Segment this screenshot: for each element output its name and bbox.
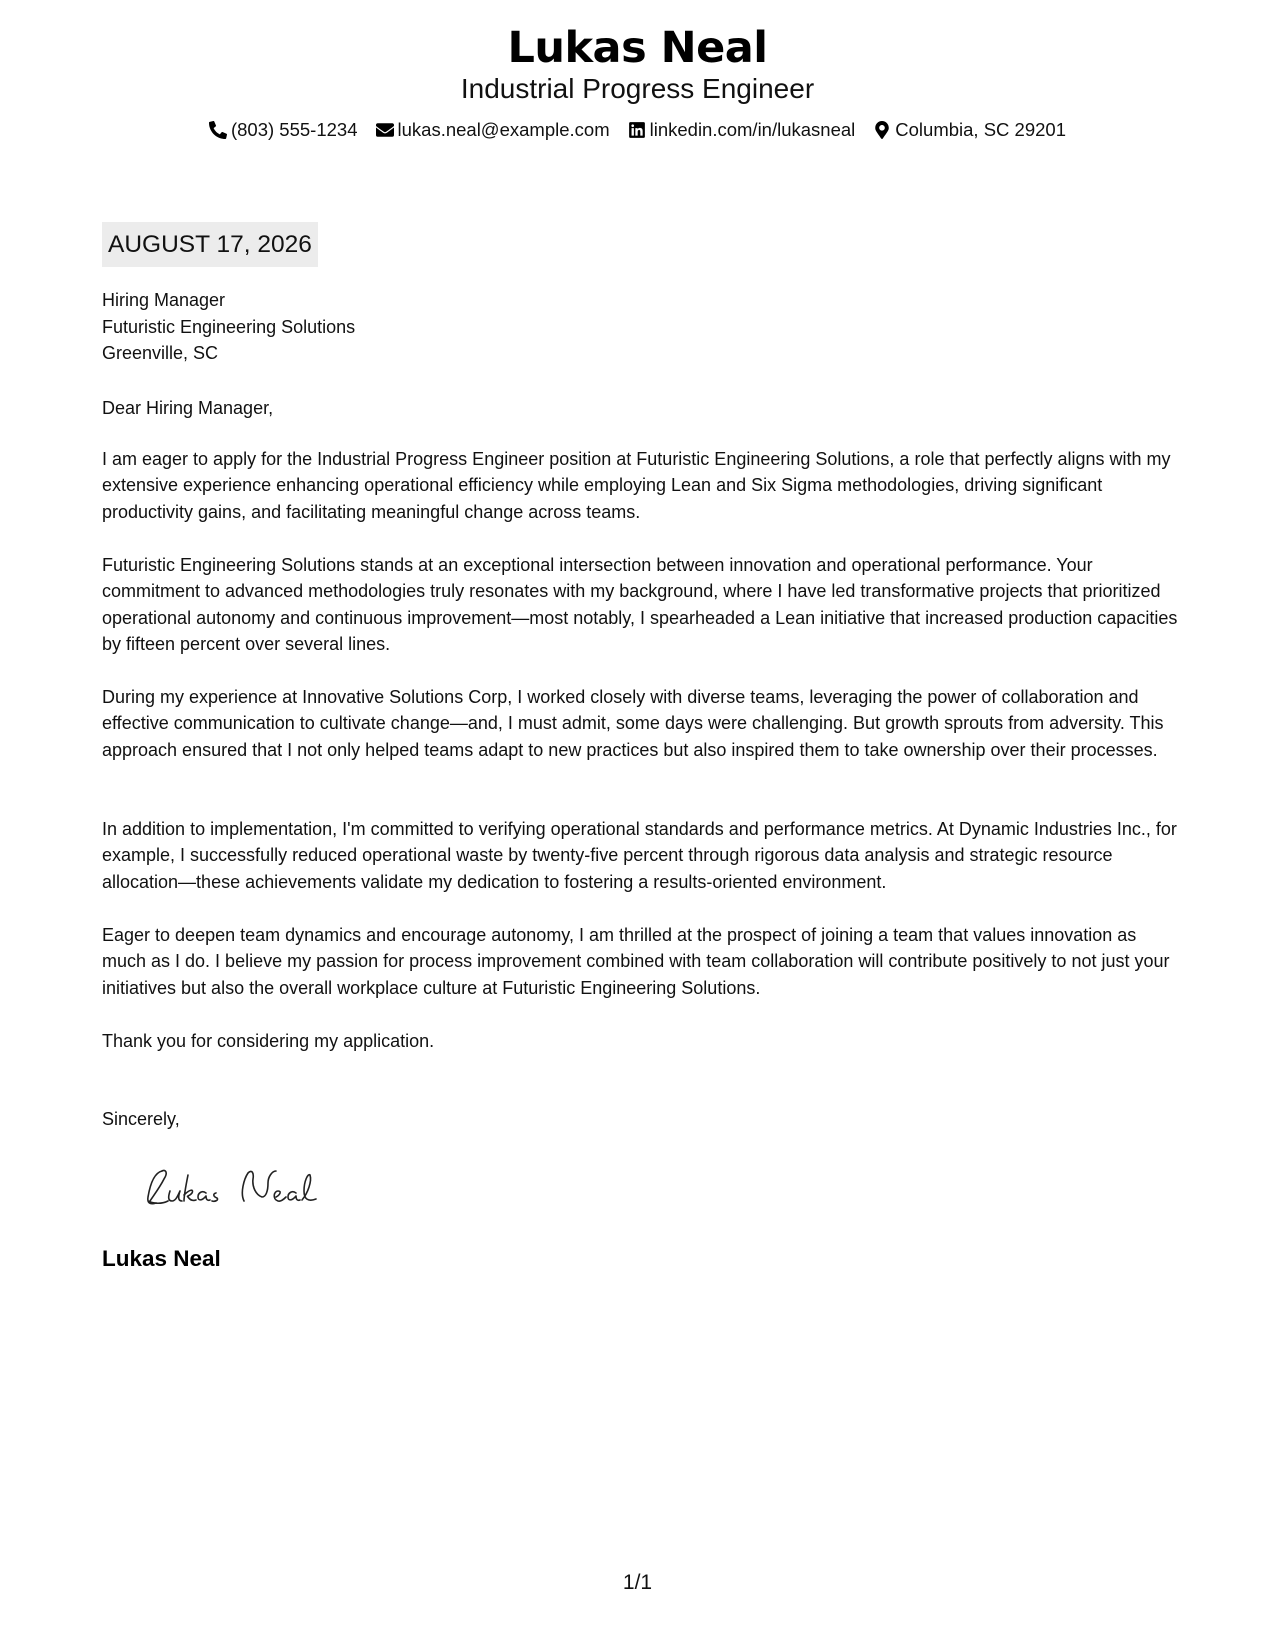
- recipient-line: Futuristic Engineering Solutions: [102, 316, 356, 337]
- salutation: Dear Hiring Manager,: [102, 398, 274, 418]
- contact-email[interactable]: [376, 118, 610, 142]
- applicant-title: Industrial Progress Engineer: [460, 73, 815, 104]
- phone-icon: [209, 121, 227, 139]
- contact-phone: [209, 118, 358, 142]
- body-paragraph: Futuristic Engineering Solutions stands at an exceptional intersection between innovation and operational performance. Your commitment to advanced methodologies truly resonates with my background, where I have led transformative projects that prioritized operational autonomy and continuous improvement—most notably, I spearheaded a Lean initiative that increased production capacities by fifteen percent over several lines.: [102, 555, 1178, 655]
- linkedin-text: linkedin.com/in/lukasneal: [649, 119, 856, 140]
- body-paragraph: Eager to deepen team dynamics and encourage autonomy, I am thrilled at the prospect of joining a team that values innovation as much as I do. I believe my passion for process improvement combined with team collaboration will contribute positively to not just your initiatives but also the overall workplace culture at Futuristic Engineering Solutions.: [102, 925, 1170, 998]
- contact-linkedin[interactable]: [628, 118, 856, 142]
- recipient-line: Hiring Manager: [102, 290, 226, 310]
- handwritten-signature: [140, 1163, 330, 1213]
- body-paragraph: Thank you for considering my application.: [102, 1031, 435, 1051]
- letter-date: AUGUST 17, 2026: [102, 222, 318, 267]
- contact-bar: [0, 118, 1275, 142]
- letterhead: [0, 22, 1275, 142]
- contact-location: [873, 118, 1066, 142]
- closing: Sincerely,: [102, 1109, 180, 1129]
- page-number: 1/1: [622, 1571, 653, 1594]
- map-marker-icon: [873, 121, 891, 139]
- email-text: lukas.neal@example.com: [397, 119, 610, 140]
- recipient-line: Greenville, SC: [102, 343, 219, 363]
- body-paragraph: In addition to implementation, I'm committed to verifying operational standards and performance metrics. At Dynamic Industries Inc., for example, I successfully reduced operational waste by twenty-five percent through rigorous data analysis and strategic resource allocation—these achievements validate my dedication to fostering a results-oriented environment.: [102, 819, 1177, 892]
- linkedin-icon: [628, 121, 646, 139]
- signature-image: [140, 1163, 330, 1218]
- signed-name: Lukas Neal: [102, 1246, 221, 1271]
- location-text: Columbia, SC 29201: [895, 119, 1066, 140]
- recipient-block: [102, 287, 1177, 367]
- body-paragraph: During my experience at Innovative Solutions Corp, I worked closely with diverse teams, leveraging the power of collaboration and effective communication to cultivate change—and, I must admit, some days were challenging. But growth sprouts from adversity. This approach ensured that I not only helped teams adapt to new practices but also inspired them to take ownership over their processes.: [102, 687, 1164, 760]
- envelope-icon: [376, 121, 394, 139]
- body-paragraph: I am eager to apply for the Industrial Progress Engineer position at Futuristic Engineering Solutions, a role that perfectly aligns with my extensive experience enhancing operational efficiency while employing Lean and Six Sigma methodologies, driving significant productivity gains, and facilitating meaningful change across teams.: [102, 449, 1171, 522]
- phone-text: (803) 555-1234: [230, 119, 358, 140]
- applicant-name: Lukas Neal: [507, 23, 768, 73]
